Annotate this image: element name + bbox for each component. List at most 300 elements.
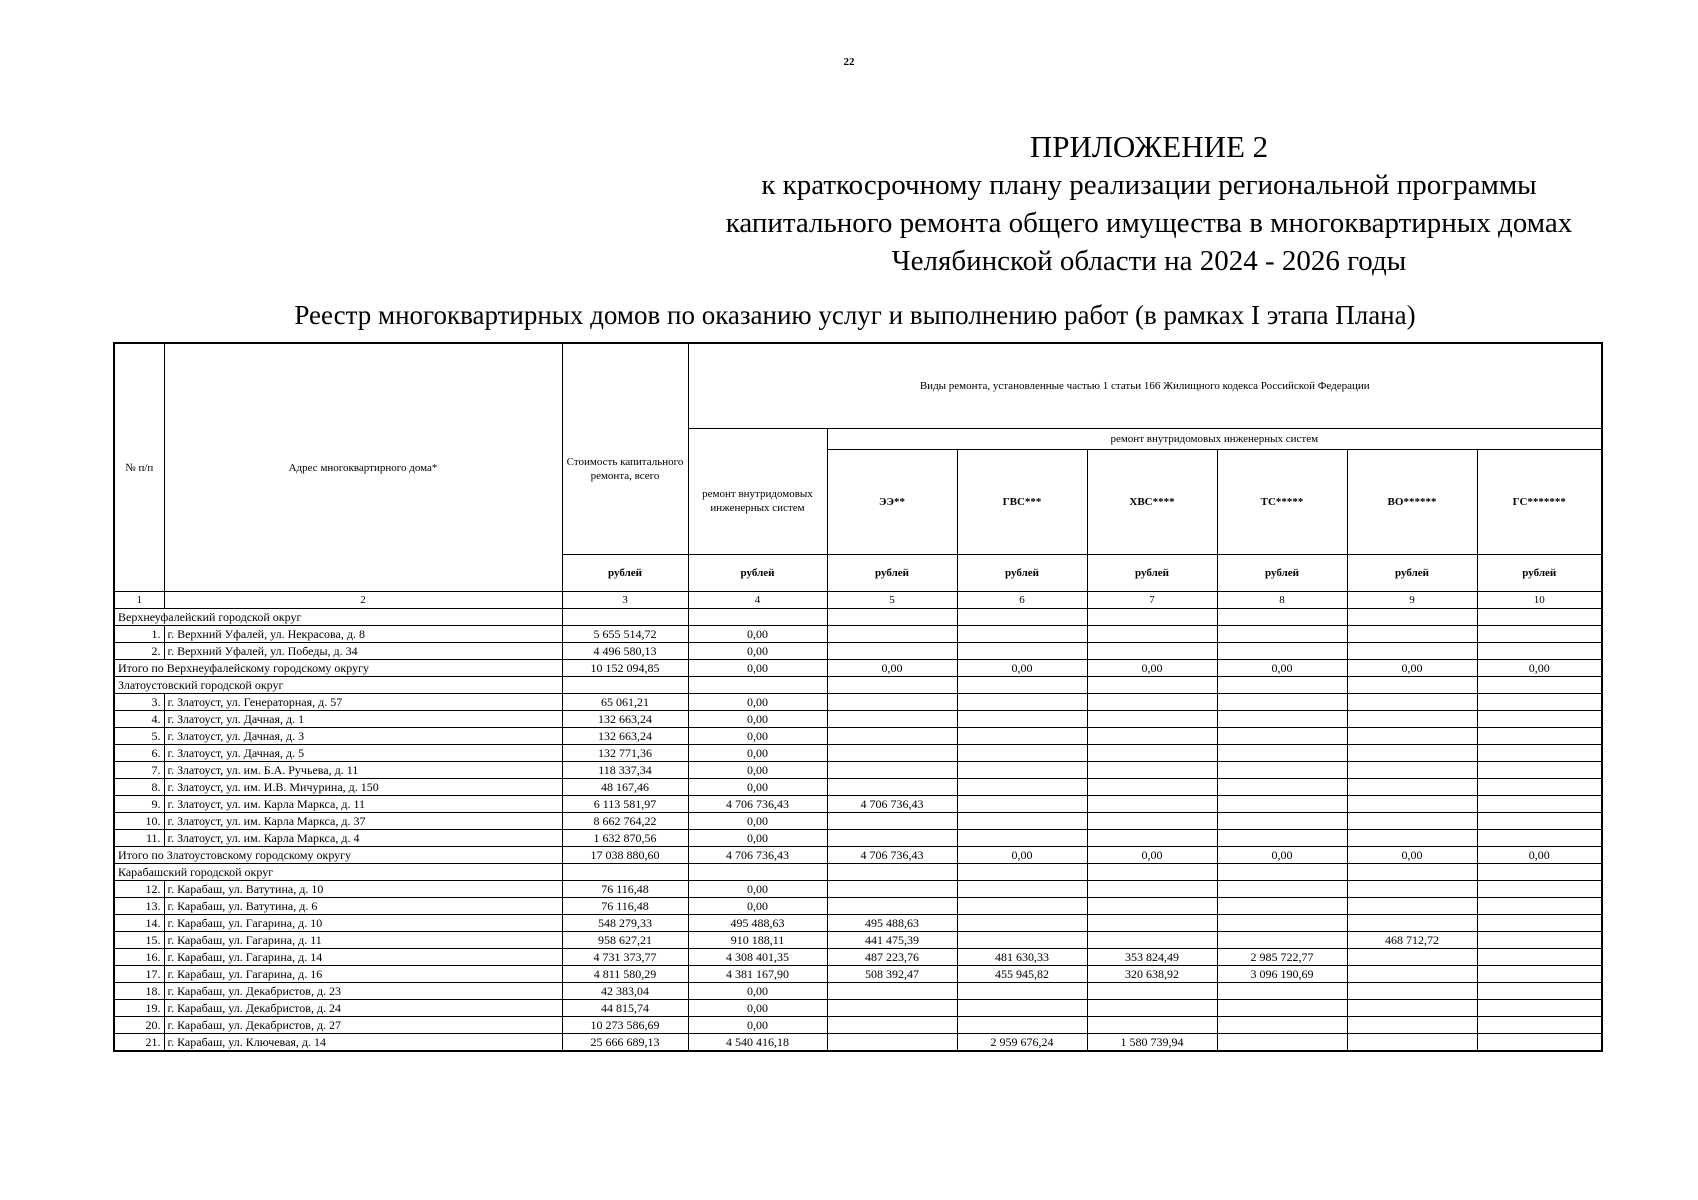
appendix-line-2: капитального ремонта общего имущества в многоквартирных домах [725,207,1573,239]
table-cell [827,813,957,830]
table-cell: 0,00 [688,643,827,660]
table-cell [1087,643,1217,660]
column-number: 2 [164,592,562,609]
table-cell: 441 475,39 [827,932,957,949]
table-cell [1477,643,1602,660]
column-number-row [114,592,1602,609]
header-unit: рублей [562,555,688,592]
table-cell: 455 945,82 [957,966,1087,983]
table-cell: 4 731 373,77 [562,949,688,966]
table-cell [957,898,1087,915]
table-cell: 8. [114,779,164,796]
table-cell: г. Златоуст, ул. им. И.В. Мичурина, д. 150 [164,779,562,796]
table-cell: 481 630,33 [957,949,1087,966]
table-cell [1217,626,1347,643]
table-cell: 11. [114,830,164,847]
table-cell [1477,1000,1602,1017]
total-cell: 0,00 [827,660,957,677]
table-cell [1087,932,1217,949]
header-repair-types: Виды ремонта, установленные частью 1 статьи 166 Жилищного кодекса Российской Федерации [688,343,1602,429]
table-cell [1217,694,1347,711]
table-cell [1477,796,1602,813]
table-cell: г. Карабаш, ул. Ключевая, д. 14 [164,1034,562,1052]
header-address: Адрес многоквартирного дома* [164,343,562,592]
table-header [114,343,1602,609]
table-cell [1217,643,1347,660]
header-gvs: ГВС*** [957,450,1087,555]
table-row [114,932,1602,949]
table-cell [957,915,1087,932]
total-cell: 0,00 [957,660,1087,677]
header-internal-repair: ремонт внутридомовых инженерных систем [688,429,827,555]
total-cell: 0,00 [1217,847,1347,864]
table-cell: 0,00 [688,694,827,711]
table-row [114,1034,1602,1052]
column-number: 6 [957,592,1087,609]
table-cell [827,762,957,779]
table-cell: г. Карабаш, ул. Декабристов, д. 24 [164,1000,562,1017]
table-cell [1087,762,1217,779]
table-cell [1347,762,1477,779]
table-cell [1217,796,1347,813]
table-cell: 0,00 [688,711,827,728]
table-cell: г. Златоуст, ул. им. Б.А. Ручьева, д. 11 [164,762,562,779]
table-cell: г. Златоуст, ул. Генераторная, д. 57 [164,694,562,711]
table-cell [957,830,1087,847]
table-cell [1347,745,1477,762]
table-cell [1477,694,1602,711]
table-cell [1087,1000,1217,1017]
table-cell: 468 712,72 [1347,932,1477,949]
table-cell [827,626,957,643]
table-cell: 0,00 [688,881,827,898]
table-cell: 4. [114,711,164,728]
header-unit: рублей [1087,555,1217,592]
table-cell: г. Златоуст, ул. Дачная, д. 5 [164,745,562,762]
table-cell [1477,626,1602,643]
table-row [114,779,1602,796]
table-cell: 9. [114,796,164,813]
empty-cell [957,677,1087,694]
group-row [114,677,1602,694]
table-cell [1347,983,1477,1000]
table-cell: г. Карабаш, ул. Декабристов, д. 27 [164,1017,562,1034]
table-cell: 0,00 [688,1017,827,1034]
empty-cell [827,677,957,694]
appendix-line-1: к краткосрочному плану реализации региональной программы [761,169,1537,201]
table-cell: 25 666 689,13 [562,1034,688,1052]
total-cell: 0,00 [1347,847,1477,864]
group-row [114,609,1602,626]
table-cell: 76 116,48 [562,898,688,915]
empty-cell [827,609,957,626]
table-cell [1477,1034,1602,1052]
table-cell [1347,643,1477,660]
table-cell: 548 279,33 [562,915,688,932]
table-cell [1477,949,1602,966]
table-cell [827,643,957,660]
table-cell: 132 771,36 [562,745,688,762]
table-cell: 3. [114,694,164,711]
column-number: 7 [1087,592,1217,609]
table-cell: 7. [114,762,164,779]
table-cell [1217,1017,1347,1034]
total-cell: 17 038 880,60 [562,847,688,864]
table-cell [1477,983,1602,1000]
table-row [114,643,1602,660]
table-cell [1087,796,1217,813]
total-cell: 4 706 736,43 [688,847,827,864]
total-cell: 0,00 [1087,660,1217,677]
table-cell [1477,966,1602,983]
table-cell [1217,779,1347,796]
table-cell [1217,1034,1347,1052]
registry-table [113,342,1603,1052]
group-row [114,864,1602,881]
table-cell: 2. [114,643,164,660]
table-row [114,966,1602,983]
table-cell: 4 496 580,13 [562,643,688,660]
table-cell: 0,00 [688,983,827,1000]
table-cell [957,796,1087,813]
table-cell [1217,813,1347,830]
table-cell [1087,1017,1217,1034]
table-cell [1477,881,1602,898]
table-cell: 508 392,47 [827,966,957,983]
column-number: 3 [562,592,688,609]
header-unit: рублей [827,555,957,592]
table-cell [1217,1000,1347,1017]
table-cell: 487 223,76 [827,949,957,966]
table-cell: 15. [114,932,164,949]
table-row [114,728,1602,745]
table-cell: 6. [114,745,164,762]
table-cell [957,932,1087,949]
table-cell: г. Карабаш, ул. Гагарина, д. 14 [164,949,562,966]
table-cell: 21. [114,1034,164,1052]
table-cell: г. Златоуст, ул. Дачная, д. 1 [164,711,562,728]
table-cell: 16. [114,949,164,966]
empty-cell [957,864,1087,881]
table-cell: 13. [114,898,164,915]
table-cell [827,745,957,762]
table-cell: 0,00 [688,728,827,745]
table-cell [827,728,957,745]
table-cell: 17. [114,966,164,983]
table-cell [957,881,1087,898]
table-cell [1087,915,1217,932]
table-cell [827,711,957,728]
group-name: Златоустовский городской округ [114,677,562,694]
header-hvs: ХВС**** [1087,450,1217,555]
table-cell: 5. [114,728,164,745]
header-unit: рублей [957,555,1087,592]
group-name: Верхнеуфалейский городской округ [114,609,562,626]
table-cell [1217,728,1347,745]
header-cost: Стоимость капитального ремонта, всего [562,343,688,555]
table-cell: 118 337,34 [562,762,688,779]
table-cell: 14. [114,915,164,932]
table-cell [1347,898,1477,915]
table-cell [1347,694,1477,711]
table-cell [1217,898,1347,915]
table-cell: 0,00 [688,762,827,779]
table-cell: 1 580 739,94 [1087,1034,1217,1052]
table-cell [1087,711,1217,728]
table-cell: г. Златоуст, ул. им. Карла Маркса, д. 37 [164,813,562,830]
table-cell [1217,711,1347,728]
table-row [114,626,1602,643]
table-cell: г. Карабаш, ул. Гагарина, д. 16 [164,966,562,983]
table-cell: 2 959 676,24 [957,1034,1087,1052]
table-cell [957,762,1087,779]
table-cell [1477,915,1602,932]
table-cell [1477,1017,1602,1034]
table-cell [957,728,1087,745]
empty-cell [562,677,688,694]
table-cell: г. Верхний Уфалей, ул. Победы, д. 34 [164,643,562,660]
table-cell [1087,694,1217,711]
table-cell [1217,881,1347,898]
total-cell: 0,00 [1217,660,1347,677]
table-cell: г. Карабаш, ул. Ватутина, д. 6 [164,898,562,915]
table-cell: 42 383,04 [562,983,688,1000]
table-cell: 3 096 190,69 [1217,966,1347,983]
table-cell: 320 638,92 [1087,966,1217,983]
table-cell [1477,830,1602,847]
total-cell: 4 706 736,43 [827,847,957,864]
table-row [114,813,1602,830]
table-cell [1217,932,1347,949]
header-unit: рублей [1347,555,1477,592]
appendix-line-3: Челябинской области на 2024 - 2026 годы [891,245,1407,277]
table-cell: 76 116,48 [562,881,688,898]
table-cell [957,1017,1087,1034]
table-cell: 4 308 401,35 [688,949,827,966]
table-row [114,762,1602,779]
header-gs: ГС******* [1477,450,1602,555]
table-cell [1217,762,1347,779]
table-cell [1087,813,1217,830]
table-cell [1477,779,1602,796]
empty-cell [1087,677,1217,694]
table-cell [1347,1017,1477,1034]
table-cell [1477,728,1602,745]
empty-cell [827,864,957,881]
empty-cell [1217,609,1347,626]
empty-cell [1347,677,1477,694]
total-label: Итого по Златоустовскому городскому округу [114,847,562,864]
appendix-heading [600,128,1698,280]
table-cell [1347,796,1477,813]
table-row [114,915,1602,932]
group-name: Карабашский городской округ [114,864,562,881]
table-cell: 12. [114,881,164,898]
column-number: 8 [1217,592,1347,609]
table-row [114,694,1602,711]
table-cell: 6 113 581,97 [562,796,688,813]
table-row [114,830,1602,847]
empty-cell [1347,864,1477,881]
header-internal-systems: ремонт внутридомовых инженерных систем [827,429,1602,450]
table-cell: 1. [114,626,164,643]
table-cell: 4 706 736,43 [688,796,827,813]
table-cell: г. Верхний Уфалей, ул. Некрасова, д. 8 [164,626,562,643]
table-row [114,1017,1602,1034]
table-cell [957,643,1087,660]
table-cell [1347,626,1477,643]
table-cell [1347,779,1477,796]
table-cell: г. Златоуст, ул. Дачная, д. 3 [164,728,562,745]
table-cell [1477,762,1602,779]
table-cell [957,813,1087,830]
header-unit: рублей [1477,555,1602,592]
total-cell: 0,00 [1477,660,1602,677]
table-row [114,796,1602,813]
empty-cell [688,864,827,881]
table-cell: 0,00 [688,1000,827,1017]
table-cell: 0,00 [688,813,827,830]
empty-cell [1087,609,1217,626]
table-cell: 2 985 722,77 [1217,949,1347,966]
table-cell [1477,932,1602,949]
table-cell [1347,966,1477,983]
table-cell: 495 488,63 [688,915,827,932]
table-cell: 48 167,46 [562,779,688,796]
total-cell: 0,00 [1477,847,1602,864]
empty-cell [1477,864,1602,881]
table-cell [1217,915,1347,932]
empty-cell [1477,677,1602,694]
table-cell [957,626,1087,643]
table-cell [1087,881,1217,898]
table-cell [827,983,957,1000]
table-cell: 0,00 [688,830,827,847]
table-cell [1347,881,1477,898]
table-cell: г. Карабаш, ул. Ватутина, д. 10 [164,881,562,898]
table-cell [827,779,957,796]
empty-cell [562,864,688,881]
table-cell [1217,830,1347,847]
empty-cell [1217,677,1347,694]
table-cell: 18. [114,983,164,1000]
header-ee: ЭЭ** [827,450,957,555]
table-cell [827,1034,957,1052]
table-cell [1087,626,1217,643]
table-cell [1347,1034,1477,1052]
table-cell [957,711,1087,728]
table-cell [827,898,957,915]
table-cell: 1 632 870,56 [562,830,688,847]
table-cell: 0,00 [688,626,827,643]
table-cell: г. Карабаш, ул. Гагарина, д. 11 [164,932,562,949]
table-cell: 4 811 580,29 [562,966,688,983]
table-cell [827,881,957,898]
table-cell: 132 663,24 [562,711,688,728]
table-cell: г. Карабаш, ул. Гагарина, д. 10 [164,915,562,932]
table-cell: 10. [114,813,164,830]
table-cell: 4 706 736,43 [827,796,957,813]
table-cell [1087,745,1217,762]
table-cell [827,694,957,711]
column-number: 5 [827,592,957,609]
table-cell [957,694,1087,711]
table-cell [1347,813,1477,830]
empty-cell [688,677,827,694]
empty-cell [1087,864,1217,881]
header-num: № п/п [114,343,164,592]
table-cell: 0,00 [688,745,827,762]
table-cell [1217,745,1347,762]
table-cell: 0,00 [688,898,827,915]
table-cell [1347,1000,1477,1017]
empty-cell [688,609,827,626]
table-cell: 132 663,24 [562,728,688,745]
table-cell: 19. [114,1000,164,1017]
table-cell [1347,949,1477,966]
table-cell: 0,00 [688,779,827,796]
table-row [114,1000,1602,1017]
table-cell: 495 488,63 [827,915,957,932]
table-cell [1477,711,1602,728]
table-cell [1217,983,1347,1000]
table-cell: 10 273 586,69 [562,1017,688,1034]
table-row [114,745,1602,762]
table-cell [1477,745,1602,762]
table-cell: 65 061,21 [562,694,688,711]
column-number: 1 [114,592,164,609]
table-row [114,949,1602,966]
column-number: 4 [688,592,827,609]
table-cell: 5 655 514,72 [562,626,688,643]
registry-title: Реестр многоквартирных домов по оказанию услуг и выполнению работ (в рамках I этапа Плана) [294,300,1416,330]
table-row [114,881,1602,898]
total-cell: 0,00 [957,847,1087,864]
table-cell [957,779,1087,796]
table-cell: г. Златоуст, ул. им. Карла Маркса, д. 4 [164,830,562,847]
table-cell: г. Карабаш, ул. Декабристов, д. 23 [164,983,562,1000]
table-row [114,898,1602,915]
table-cell [1477,813,1602,830]
header-vo: ВО****** [1347,450,1477,555]
table-cell [827,1017,957,1034]
table-cell: 910 188,11 [688,932,827,949]
page-number: 22 [843,56,855,68]
total-row [114,847,1602,864]
table-cell: 353 824,49 [1087,949,1217,966]
table-row [114,711,1602,728]
table-cell [1087,830,1217,847]
table-cell [1347,728,1477,745]
total-cell: 0,00 [1347,660,1477,677]
table-body [114,609,1602,1052]
table-cell: 44 815,74 [562,1000,688,1017]
column-number: 10 [1477,592,1602,609]
table-cell [1347,915,1477,932]
total-label: Итого по Верхнеуфалейскому городскому округу [114,660,562,677]
table-cell: 20. [114,1017,164,1034]
table-cell [827,1000,957,1017]
table-cell: 4 381 167,90 [688,966,827,983]
total-row [114,660,1602,677]
table-cell [957,983,1087,1000]
empty-cell [562,609,688,626]
total-cell: 0,00 [688,660,827,677]
table-cell: 4 540 416,18 [688,1034,827,1052]
empty-cell [1477,609,1602,626]
table-cell [1347,711,1477,728]
table-cell [1347,830,1477,847]
